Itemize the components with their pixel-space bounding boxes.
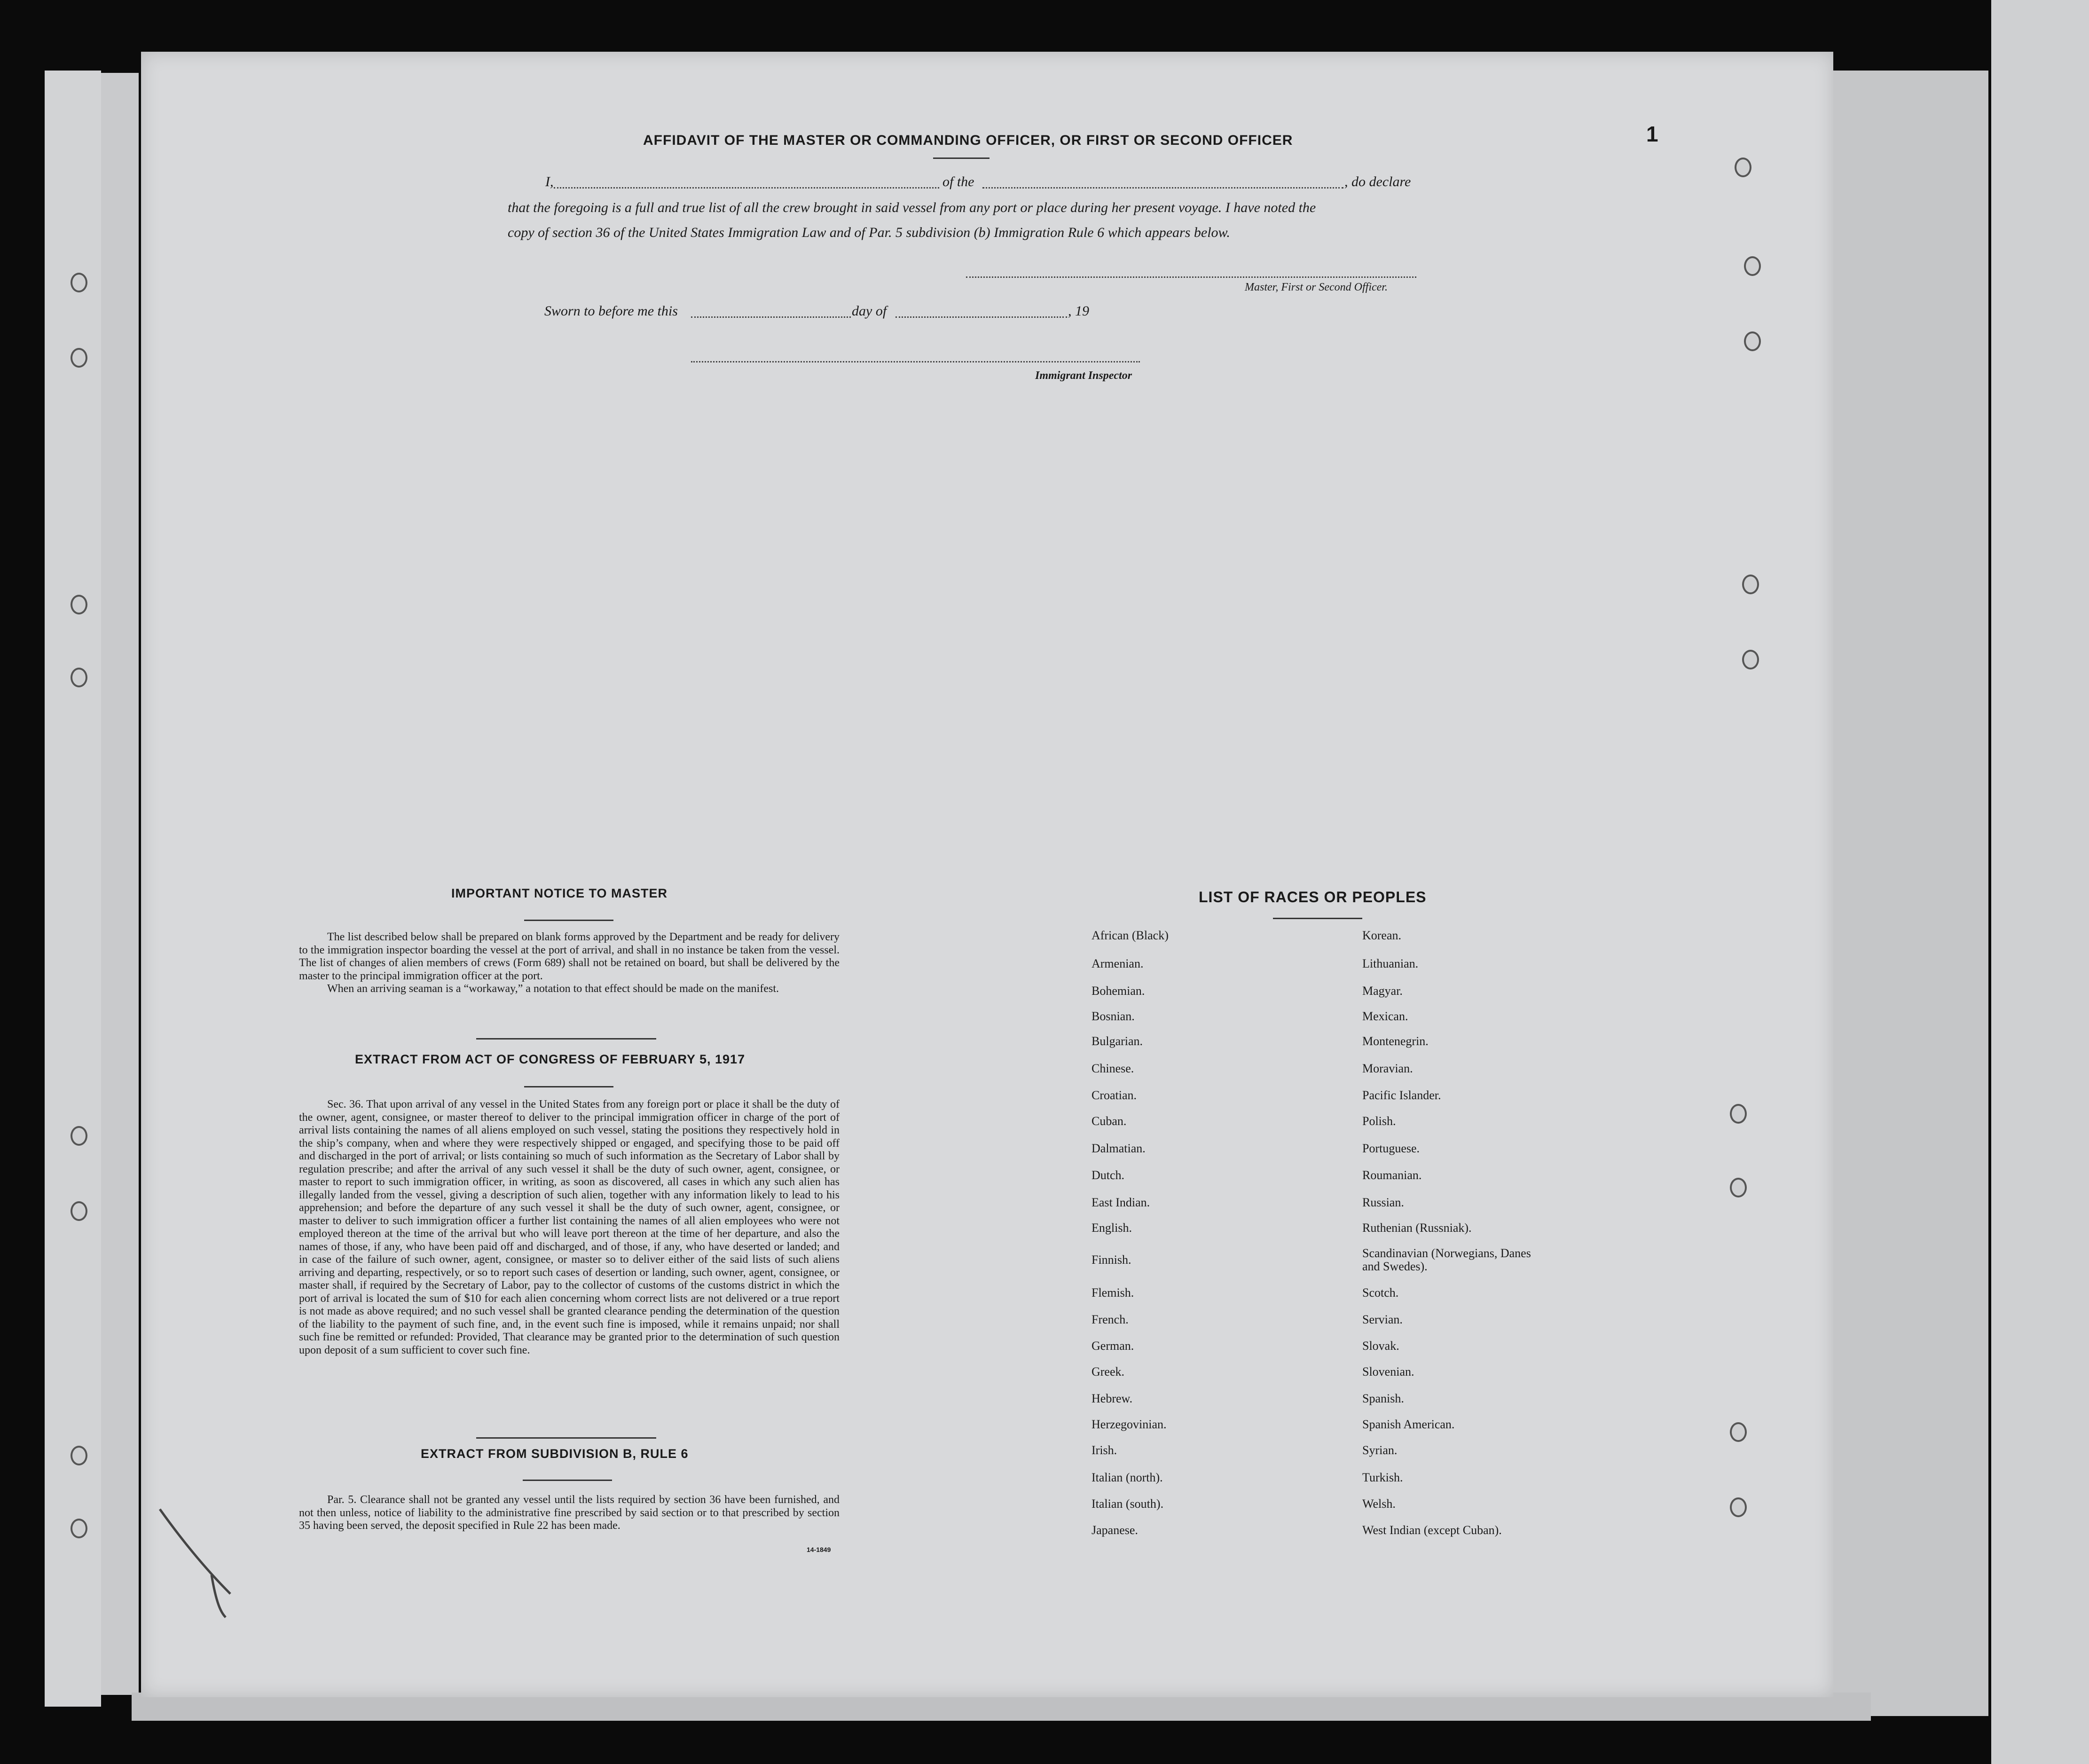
- day-field-line: [691, 316, 851, 318]
- binder-hole-icon: [71, 668, 87, 687]
- binder-hole-icon: [71, 1446, 87, 1465]
- rule-extract-body: [299, 1494, 840, 1533]
- race-item: Scandinavian (Norwegians, Danes and Swedes).: [1362, 1246, 1531, 1273]
- sworn-mid: day of: [852, 303, 887, 319]
- binder-hole-icon: [71, 1201, 87, 1221]
- sworn-end: , 19: [1068, 303, 1089, 319]
- race-item: Slovenian.: [1362, 1365, 1414, 1378]
- race-item: Roumanian.: [1362, 1168, 1422, 1182]
- binder-hole-icon: [1744, 331, 1761, 351]
- pencil-mark: [150, 1500, 244, 1622]
- race-item: Japanese.: [1092, 1523, 1138, 1537]
- race-item: Moravian.: [1362, 1062, 1413, 1075]
- notice-paragraph: The list described below shall be prepared on blank forms approved by the Department and be ready for delivery to the immigration inspector boarding the vessel at the port of arrival, and shall in no instance be taken from the vessel. The list of changes of alien members of crews (Form 689) shall not be retained on board, but shall be delivered by the master to the principal immigration officer at the port.: [299, 931, 840, 982]
- race-item: Slovak.: [1362, 1339, 1399, 1353]
- race-item: Russian.: [1362, 1196, 1404, 1209]
- inspector-signature-line: [691, 361, 1140, 362]
- race-item: Italian (north).: [1092, 1471, 1163, 1484]
- race-item: Scotch.: [1362, 1286, 1399, 1299]
- binder-hole-icon: [71, 348, 87, 368]
- race-item: Chinese.: [1092, 1062, 1134, 1075]
- race-item: Bulgarian.: [1092, 1034, 1143, 1048]
- left-page-edge-inner: [101, 73, 139, 1695]
- race-item: Polish.: [1362, 1114, 1396, 1128]
- name-field-line: [554, 187, 939, 189]
- race-item: Herzegovinian.: [1092, 1418, 1167, 1431]
- race-item: Bohemian.: [1092, 984, 1145, 998]
- inspector-label: Immigrant Inspector: [1035, 370, 1132, 382]
- binder-hole-icon: [1735, 158, 1751, 177]
- race-item: Croatian.: [1092, 1088, 1137, 1102]
- race-item: Hebrew.: [1092, 1392, 1133, 1405]
- divider: [523, 1480, 612, 1481]
- race-item: Bosnian.: [1092, 1009, 1135, 1023]
- binder-hole-icon: [1730, 1104, 1747, 1124]
- races-title: LIST OF RACES OR PEOPLES: [1199, 889, 1427, 906]
- divider: [1273, 918, 1362, 919]
- act-paragraph: Sec. 36. That upon arrival of any vessel in the United States from any foreign port or place it shall be the duty of the owner, agent, consignee, or master thereof to deliver to the principal immigration officer in charge of the port of arrival lists containing the names of all aliens employed on such vessel, stating the positions they respectively hold in the ship’s company, when and where they were respectively shipped or engaged, and specifying those to be paid off and discharged in the port of arrival; or lists containing so much of such information as the Secretary of Labor shall by regulation prescribe; and after the arrival of any such vessel it shall be the duty of such owner, agent, consignee, or master to report to such immigration officer, in writing, as soon as discovered, all cases in which any such alien has illegally landed from the vessel, giving a description of such alien, together with any information likely to lead to his apprehension; and before the departure of any such vessel it shall be the duty of such owner, agent, consignee, or master to deliver to such immigration officer a further list containing the names of all alien employees who were not employed thereon at the time of the arrival but who will leave port thereon at the time of her departure, and also the names of those, if any, who have been paid off and discharged, and of those, if any, who have deserted or landed; and in case of the failure of such owner, agent, consignee, or master so to deliver either of the said lists of such aliens arriving and departing, respectively, or so to report such cases of desertion or landing, such owner, agent, consignee, or master shall, if required by the Secretary of Labor, pay to the collector of customs of the customs district in which the port of arrival is located the sum of $10 for each alien concerning whom correct lists are not delivered or a true report is not made as above required; and no such vessel shall be granted clearance pending the determination of the question of the liability to the payment of such fine, and, in the event such fine is imposed, while it remains unpaid; nor shall such fine be remitted or refunded: Provided, That clearance may be granted prior to the determination of such question upon deposit of a sum sufficient to cover such fine.: [299, 1098, 840, 1356]
- race-item: Turkish.: [1362, 1471, 1403, 1484]
- race-item: African (Black): [1092, 929, 1169, 942]
- binder-hole-icon: [1744, 256, 1761, 276]
- race-item: West Indian (except Cuban).: [1362, 1523, 1502, 1537]
- race-item: Irish.: [1092, 1443, 1117, 1457]
- notice-paragraph: When an arriving seaman is a “workaway,” a notation to that effect should be made on the manifest.: [327, 983, 779, 995]
- rule-extract-title: EXTRACT FROM SUBDIVISION B, RULE 6: [421, 1447, 689, 1461]
- race-item: Finnish.: [1092, 1253, 1131, 1267]
- act-extract-title: EXTRACT FROM ACT OF CONGRESS OF FEBRUARY 5, 1917: [355, 1052, 746, 1066]
- binder-hole-icon: [1742, 575, 1759, 594]
- binder-hole-icon: [1730, 1497, 1747, 1517]
- race-item: Ruthenian (Russniak).: [1362, 1221, 1472, 1235]
- signature-label: Master, First or Second Officer.: [1245, 281, 1388, 293]
- race-item: Cuban.: [1092, 1114, 1127, 1128]
- race-item: Mexican.: [1362, 1009, 1408, 1023]
- act-extract-body: [299, 1098, 840, 1357]
- right-page-edge: [1833, 71, 1988, 1716]
- vessel-field-line: [982, 187, 1343, 189]
- race-item: Montenegrin.: [1362, 1034, 1429, 1048]
- race-item: Magyar.: [1362, 984, 1403, 998]
- rule-paragraph: Par. 5. Clearance shall not be granted any vessel until the lists required by section 36 have been furnished, and not then unless, notice of liability to the administrative fine prescribed by said section or to that prescribed by section 35 having been served, the deposit specified in Rule 22 has been made.: [299, 1494, 840, 1532]
- race-item: Welsh.: [1362, 1497, 1396, 1511]
- binder-hole-icon: [71, 1519, 87, 1538]
- race-item: Portuguese.: [1362, 1142, 1420, 1155]
- binder-hole-icon: [1742, 650, 1759, 669]
- race-item: Greek.: [1092, 1365, 1125, 1378]
- race-item: Servian.: [1362, 1313, 1403, 1326]
- affidavit-line1-end: , do declare: [1344, 174, 1411, 189]
- right-binder-strip: [1991, 0, 2089, 1764]
- divider: [524, 1086, 613, 1087]
- affidavit-line1-mid: of the: [942, 174, 974, 189]
- affidavit-title: AFFIDAVIT OF THE MASTER OR COMMANDING OFFICER, OR FIRST OR SECOND OFFICER: [643, 133, 1293, 148]
- binder-hole-icon: [71, 595, 87, 614]
- race-item: Flemish.: [1092, 1286, 1134, 1299]
- race-item: Dutch.: [1092, 1168, 1125, 1182]
- race-item: Lithuanian.: [1362, 957, 1419, 970]
- race-item: Spanish American.: [1362, 1418, 1455, 1431]
- race-item: Armenian.: [1092, 957, 1144, 970]
- divider: [524, 920, 613, 921]
- binder-hole-icon: [1730, 1422, 1747, 1442]
- divider: [476, 1437, 656, 1439]
- race-item: Dalmatian.: [1092, 1142, 1146, 1155]
- page-number: 1: [1646, 122, 1658, 146]
- binder-hole-icon: [71, 273, 87, 292]
- binder-hole-icon: [1730, 1178, 1747, 1197]
- signature-line: [966, 276, 1416, 278]
- race-item: Spanish.: [1362, 1392, 1404, 1405]
- divider: [476, 1038, 656, 1040]
- notice-title: IMPORTANT NOTICE TO MASTER: [451, 886, 668, 900]
- race-item: Korean.: [1362, 929, 1402, 942]
- affidavit-line2: that the foregoing is a full and true list of all the crew brought in said vessel from any port or place during her present voyage. I have noted the: [508, 200, 1316, 215]
- form-code: 14-1849: [807, 1546, 831, 1553]
- race-item: French.: [1092, 1313, 1129, 1326]
- affidavit-line1-start: I,: [545, 174, 554, 189]
- notice-body: [299, 931, 840, 996]
- month-field-line: [895, 316, 1067, 318]
- race-item: English.: [1092, 1221, 1132, 1235]
- race-item: East Indian.: [1092, 1196, 1150, 1209]
- race-item: German.: [1092, 1339, 1134, 1353]
- affidavit-line3: copy of section 36 of the United States Immigration Law and of Par. 5 subdivision (b) Immigration Rule 6 which appears below.: [508, 225, 1230, 240]
- race-item: Pacific Islander.: [1362, 1088, 1441, 1102]
- race-item: Syrian.: [1362, 1443, 1398, 1457]
- race-item: Italian (south).: [1092, 1497, 1164, 1511]
- sworn-start: Sworn to before me this: [544, 303, 678, 319]
- binder-hole-icon: [71, 1126, 87, 1146]
- divider: [933, 158, 990, 159]
- document-page: [141, 52, 1833, 1697]
